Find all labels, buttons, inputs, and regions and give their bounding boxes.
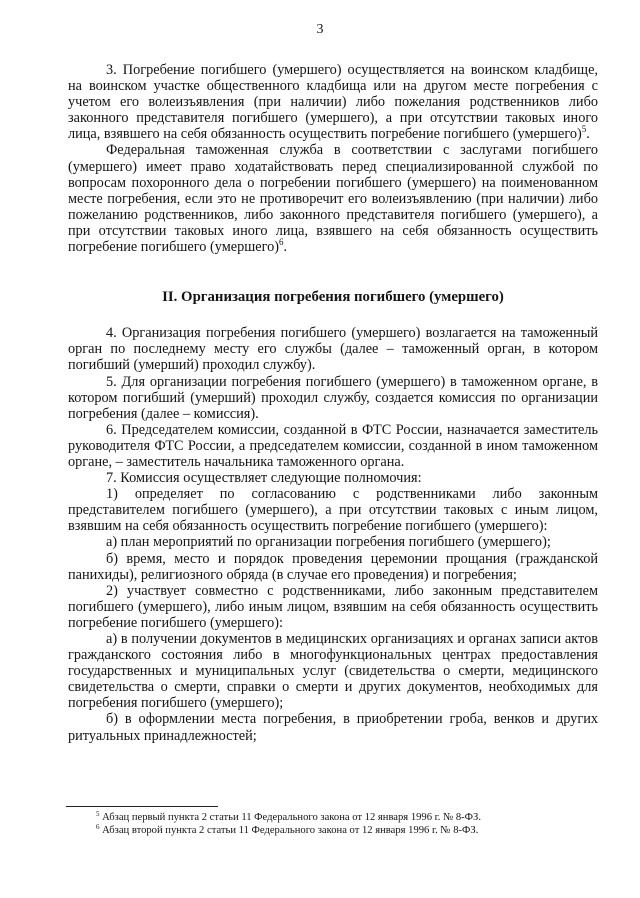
paragraph-7: 7. Комиссия осуществляет следующие полномочия: — [106, 470, 422, 487]
footnote-6: $^6$ Абзац второй пункта 2 статьи 11 Федерального закона от 12 января 1996 г. № 8-ФЗ. — [96, 823, 479, 836]
footnote-ref-6[interactable]: 6 — [279, 237, 284, 248]
footnotes — [96, 811, 596, 837]
paragraph-6: 6. Председателем комиссии, созданной в ФТС России, назначается заместитель руководителя ФТС России, а председателем комиссии, созданной в ином таможенном органе, – заместитель начальника таможенного органа. — [68, 421, 598, 470]
footnote-divider — [66, 806, 218, 807]
paragraph-7-2: 2) участвует совместно с родственниками, либо законным представителем погибшего (умершего), либо иным лицом, взявшим на себя обязанность осуществить погребение погибшего (умершего): — [68, 582, 598, 631]
page-number: 3 — [316, 22, 324, 37]
document-body — [68, 62, 598, 744]
footnote-ref-5[interactable]: 5 — [581, 124, 587, 135]
paragraph-7-1-a: а) план мероприятий по организации погребения погибшего (умершего); — [106, 534, 551, 551]
paragraph-5: 5. Для организации погребения погибшего (умершего) в таможенном органе, в котором погибший (умерший) проходил службу, создается комиссия по организации погребения (далее – комиссия). — [68, 373, 598, 422]
paragraph-3-cont: Федеральная таможенная служба в соответствии с заслугами погибшего (умершего) имеет право ходатайствовать перед специализированной службой по вопросам похоронного дела о погребении погибшего (умершего) на поименованном месте погребения, если это не противоречит его волеизъявлению (при наличии) либо пожеланию родственников, либо законного представителя погибшего (умершего), а при отсутствии таковых иного лица, взявшего на себя обязанность осуществить погребение погибшего (умершего)$^6$. — [68, 142, 598, 256]
paragraph-3: 3. Погребение погибшего (умершего) осуществляется на воинском кладбище, на воинском участке общественного кладбища или на другом месте погребения с учетом его волеизъявления (при наличии) либо пожелания родственников либо законного представителя погибшего (умершего), а при отсутствии таковых иного лица, взявшего на себя обязанность осуществить погребение погибшего (умершего)$^5$. — [68, 62, 598, 143]
paragraph-4: 4. Организация погребения погибшего (умершего) возлагается на таможенный орган по последнему месту его службы (далее – таможенный орган, в котором погибший (умерший) проходил службу). — [68, 325, 598, 374]
section-title: II. Организация погребения погибшего (умершего) — [162, 289, 504, 306]
paragraph-7-2-a: а) в получении документов в медицинских организациях и органах записи актов гражданского состояния либо в многофункциональных центрах предоставления государственных и муниципальных услуг (свидетельства о смерти, медицинского свидетельства о смерти, справки о смерти и других документов, необходимых для погребения погибшего (умершего); — [68, 631, 598, 712]
paragraph-7-1: 1) определяет по согласованию с родственниками либо законным представителем погибшего (умершего), а при отсутствии таковых с иным лицом, взявшим на себя обязанность осуществить погребение погибшего (умершего): — [68, 486, 598, 535]
paragraph-7-2-b: б) в оформлении места погребения, в приобретении гроба, венков и других ритуальных принадлежностей; — [68, 711, 598, 744]
footnote-5: $^5$ Абзац первый пункта 2 статьи 11 Федерального закона от 12 января 1996 г. № 8-ФЗ. — [96, 810, 482, 823]
paragraph-7-1-b: б) время, место и порядок проведения церемонии прощания (гражданской панихиды), религиозного обряда (в случае его проведения) и погребения; — [68, 550, 598, 583]
